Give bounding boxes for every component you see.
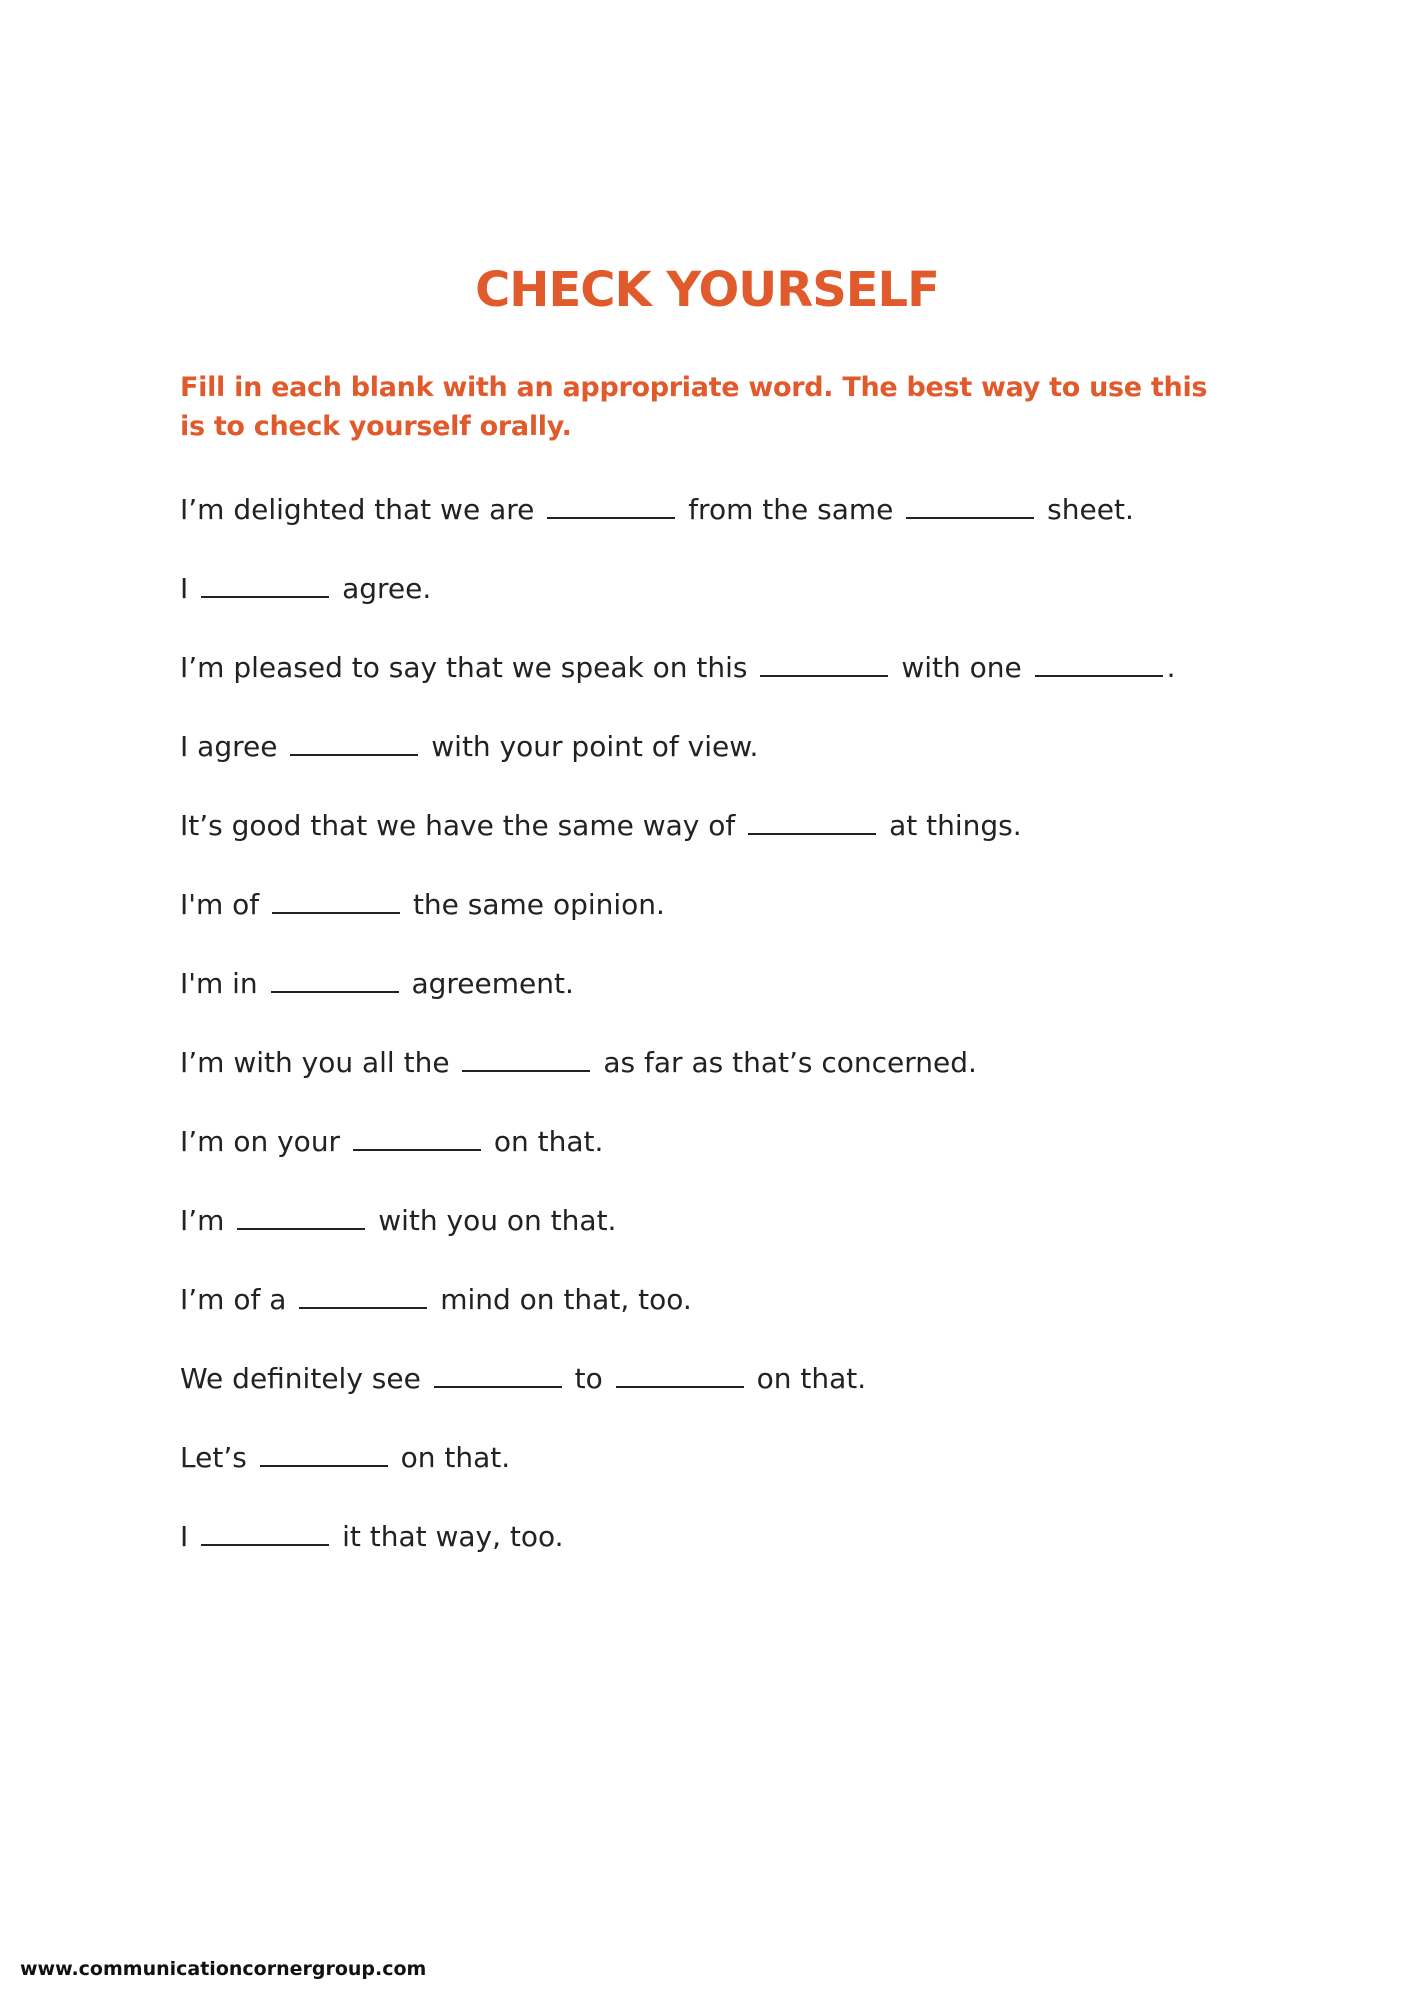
question-text: I bbox=[180, 1520, 189, 1553]
question-item bbox=[180, 1112, 1280, 1191]
answer-blank[interactable] bbox=[748, 811, 876, 835]
question-text: I'm in bbox=[180, 967, 258, 1000]
question-text: mind on that, too. bbox=[440, 1283, 692, 1316]
answer-blank[interactable] bbox=[353, 1127, 481, 1151]
answer-blank[interactable] bbox=[260, 1443, 388, 1467]
question-item bbox=[180, 1507, 1280, 1586]
question-text: I agree bbox=[180, 730, 278, 763]
page-title: CHECK YOURSELF bbox=[475, 262, 939, 318]
question-item bbox=[180, 1191, 1280, 1270]
question-list bbox=[180, 480, 1280, 1586]
question-text: on that. bbox=[400, 1441, 511, 1474]
answer-blank[interactable] bbox=[434, 1364, 562, 1388]
question-item bbox=[180, 638, 1280, 717]
question-text: It’s good that we have the same way of bbox=[180, 809, 736, 842]
question-text: agree. bbox=[342, 572, 432, 605]
question-item bbox=[180, 1270, 1280, 1349]
question-text: at things. bbox=[889, 809, 1022, 842]
question-item bbox=[180, 717, 1280, 796]
question-text: it that way, too. bbox=[342, 1520, 564, 1553]
question-text: the same opinion. bbox=[412, 888, 665, 921]
answer-blank[interactable] bbox=[201, 1522, 329, 1546]
question-text: from the same bbox=[688, 493, 894, 526]
question-text: with one bbox=[901, 651, 1022, 684]
answer-blank[interactable] bbox=[272, 890, 400, 914]
answer-blank[interactable] bbox=[616, 1364, 744, 1388]
question-text: I’m of a bbox=[180, 1283, 287, 1316]
answer-blank[interactable] bbox=[1035, 653, 1163, 677]
question-text: Let’s bbox=[180, 1441, 247, 1474]
question-item bbox=[180, 480, 1280, 559]
question-text: agreement. bbox=[411, 967, 574, 1000]
question-text: I'm of bbox=[180, 888, 260, 921]
answer-blank[interactable] bbox=[290, 732, 418, 756]
question-item bbox=[180, 875, 1280, 954]
question-text: . bbox=[1166, 651, 1176, 684]
question-text: I’m pleased to say that we speak on this bbox=[180, 651, 748, 684]
answer-blank[interactable] bbox=[760, 653, 888, 677]
answer-blank[interactable] bbox=[299, 1285, 427, 1309]
question-text: I’m with you all the bbox=[180, 1046, 450, 1079]
question-text: I’m delighted that we are bbox=[180, 493, 535, 526]
question-text: I bbox=[180, 572, 189, 605]
question-text: with you on that. bbox=[378, 1204, 617, 1237]
question-text: with your point of view. bbox=[431, 730, 759, 763]
question-text: on that. bbox=[493, 1125, 604, 1158]
question-text: as far as that’s concerned. bbox=[603, 1046, 977, 1079]
question-text: I’m bbox=[180, 1204, 225, 1237]
answer-blank[interactable] bbox=[462, 1048, 590, 1072]
answer-blank[interactable] bbox=[271, 969, 399, 993]
instructions: Fill in each blank with an appropriate word. The best way to use this is to check yourself orally. bbox=[180, 372, 1208, 442]
question-item bbox=[180, 1349, 1280, 1428]
question-item bbox=[180, 954, 1280, 1033]
question-text: sheet. bbox=[1047, 493, 1134, 526]
answer-blank[interactable] bbox=[201, 574, 329, 598]
answer-blank[interactable] bbox=[237, 1206, 365, 1230]
question-text: We definitely see bbox=[180, 1362, 421, 1395]
question-text: to bbox=[574, 1362, 603, 1395]
footer-website: www.communicationcornergroup.com bbox=[20, 1958, 427, 1980]
question-item bbox=[180, 1033, 1280, 1112]
answer-blank[interactable] bbox=[906, 495, 1034, 519]
question-text: on that. bbox=[756, 1362, 867, 1395]
question-text: I’m on your bbox=[180, 1125, 341, 1158]
question-item bbox=[180, 1428, 1280, 1507]
question-item bbox=[180, 559, 1280, 638]
answer-blank[interactable] bbox=[547, 495, 675, 519]
question-item bbox=[180, 796, 1280, 875]
